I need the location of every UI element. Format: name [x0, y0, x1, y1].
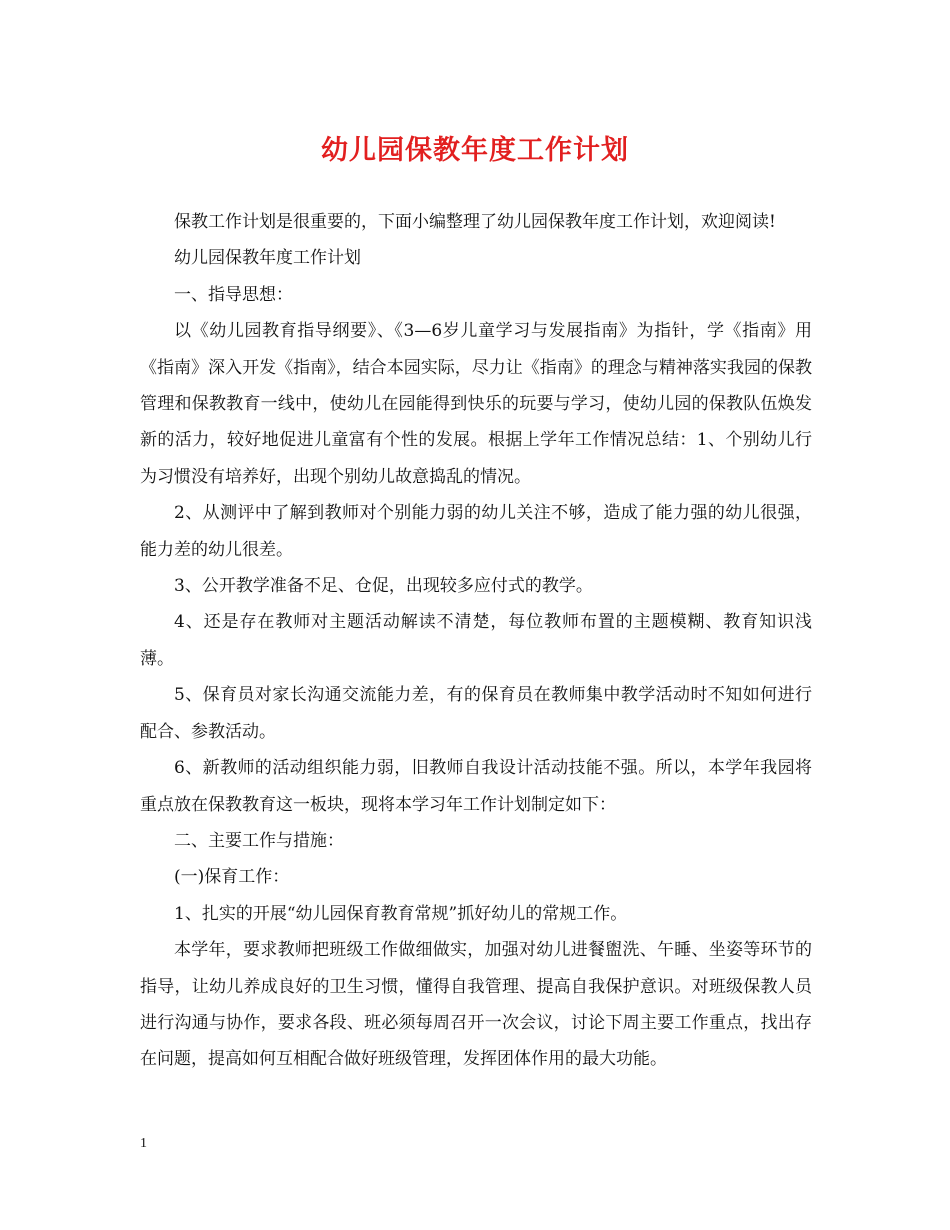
section-heading-guiding-thought: 一、指导思想：	[174, 284, 293, 305]
section-heading-main-work: 二、主要工作与措施：	[174, 830, 344, 851]
paragraph-item-3: 3、公开教学准备不足、仓促，出现较多应付式的教学。	[174, 576, 593, 597]
paragraph-item-2: 2、从测评中了解到教师对个别能力弱的幼儿关注不够，造成了能力强的幼儿很强，能力差的幼儿很差。	[140, 503, 812, 560]
paragraph-care-item-1: 1、扎实的开展“幼儿园保育教育常规”抓好幼儿的常规工作。	[174, 903, 628, 924]
document-title: 幼儿园保教年度工作计划	[321, 135, 629, 166]
document-body	[140, 204, 812, 1078]
paragraph-item-6: 6、新教师的活动组织能力弱，旧教师自我设计活动技能不强。所以，本学年我园将重点放在保教教育这一板块，现将本学习年工作计划制定如下：	[140, 758, 812, 815]
paragraph-item-5: 5、保育员对家长沟通交流能力差，有的保育员在教师集中教学活动时不知如何进行配合、参教活动。	[140, 685, 812, 742]
paragraph-care-details: 本学年，要求教师把班级工作做细做实，加强对幼儿进餐盥洗、午睡、坐姿等环节的指导，让幼儿养成良好的卫生习惯，懂得自我管理、提高自我保护意识。对班级保教人员进行沟通与协作，要求各段、班必须每周召开一次会议，讨论下周主要工作重点，找出存在问题，提高如何互相配合做好班级管理，发挥团体作用的最大功能。	[140, 940, 812, 1070]
page-number: 1	[140, 1136, 147, 1151]
paragraph-guiding-thought: 以《幼儿园教育指导纲要》、《3—6岁儿童学习与发展指南》为指针，学《指南》用《指南》深入开发《指南》，结合本园实际，尽力让《指南》的理念与精神落实我园的保教管理和保教教育一线中，使幼儿在园能得到快乐的玩要与学习，使幼儿园的保教队伍焕发新的活力，较好地促进儿童富有个性的发展。根据上学年工作情况总结：1、个别幼儿行为习惯没有培养好，出现个别幼儿故意捣乱的情况。	[140, 321, 812, 487]
paragraph-subtitle: 幼儿园保教年度工作计划	[174, 248, 361, 269]
paragraph-item-4: 4、还是存在教师对主题活动解读不清楚，每位教师布置的主题模糊、教育知识浅薄。	[140, 612, 812, 669]
subsection-heading-care-work: (一)保育工作：	[174, 867, 290, 888]
paragraph-intro: 保教工作计划是很重要的，下面小编整理了幼儿园保教年度工作计划，欢迎阅读!	[174, 212, 776, 232]
